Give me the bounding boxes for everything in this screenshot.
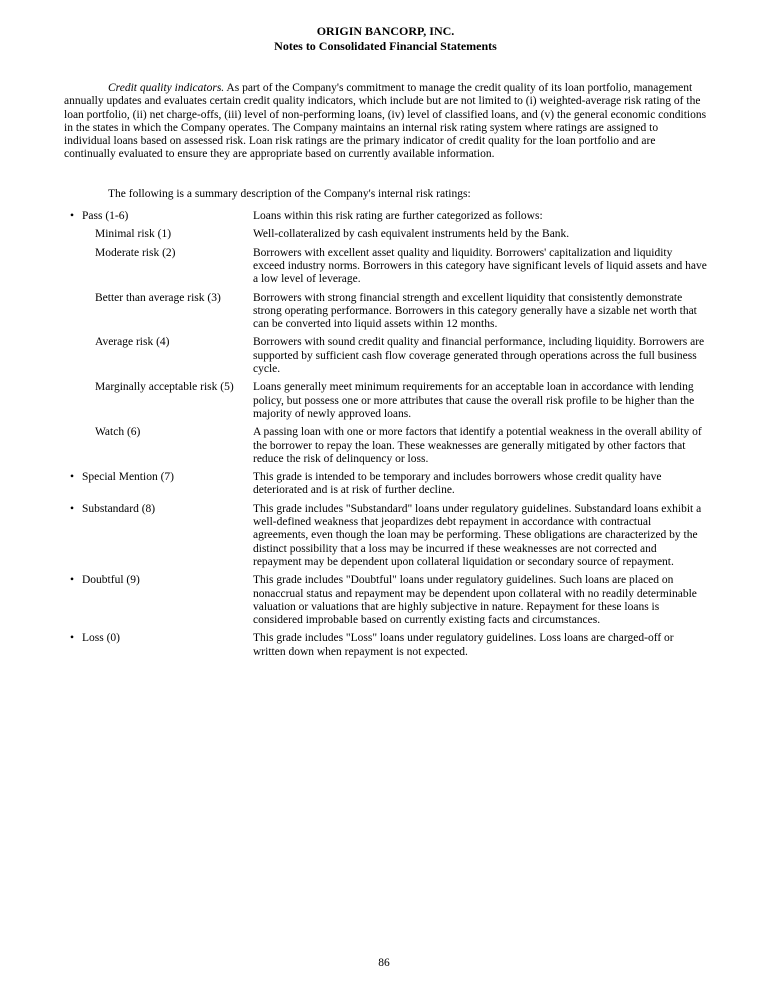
risk-ratings-list [64, 210, 707, 659]
rating-row-substandard [64, 503, 707, 569]
rating-description: This grade is intended to be temporary and includes borrowers whose credit quality have deteriorated and is at risk of further decline. [253, 471, 662, 497]
document-title: Notes to Consolidated Financial Statements [274, 39, 497, 53]
rating-label: • Pass (1-6) [64, 210, 253, 223]
company-name: ORIGIN BANCORP, INC. [316, 24, 455, 38]
rating-description: Borrowers with sound credit quality and financial performance, including liquidity. Borrowers are supported by sufficient cash flow coverage generated through operations across the full business cycle. [253, 336, 705, 376]
rating-row-average-risk [64, 336, 707, 376]
rating-row-marginally-acceptable-risk [64, 381, 707, 421]
rating-description: Loans generally meet minimum requirements for an acceptable loan in accordance with lending policy, but possess one or more attributes that cause the overall risk profile to be higher than the majority of newly approved loans. [253, 381, 695, 420]
rating-row-moderate-risk [64, 247, 707, 287]
rating-description: Borrowers with strong financial strength and excellent liquidity that consistently demonstrate strong operating performance. Borrowers in this category generally have a sizable net worth that can be converted into liquid assets within 12 months. [253, 291, 697, 331]
rating-label: Minimal risk (1) [95, 228, 172, 241]
intro-body: As part of the Company's commitment to manage the credit quality of its loan portfolio, management annually updates and evaluates certain credit quality indicators, which include but are not limited to (i) weighted-average risk rating of the loan portfolio, (ii) net charge-offs, (iii) level of non-performing loans, (iv) level of classified loans, and (v) the general economic conditions in the states in which the Company operates. The Company maintains an internal risk rating system where ratings are assigned to individual loans based on assessed risk. Loan risk ratings are the primary indicator of credit quality for the loan portfolio and are continually evaluated to ensure they are appropriate based on currently available information. [64, 82, 707, 161]
rating-description: This grade includes "Substandard" loans under regulatory guidelines. Substandard loans exhibit a well-defined weakness that jeopardizes debt repayment in accordance with contractual agreements, even though the loan may be performing. These obligations are characterized by the distinct possibility that a loss may be incurred if these weaknesses are not corrected and repayment may be dependent upon collateral liquidation or secondary source of repayment. [253, 502, 702, 568]
rating-description: Borrowers with excellent asset quality and liquidity. Borrowers' capitalization and liquidity exceed industry norms. Borrowers in this category have significant levels of liquid assets and have a low level of leverage. [253, 246, 707, 286]
rating-description: This grade includes "Loss" loans under regulatory guidelines. Loss loans are charged-off or written down when repayment is not expected. [253, 632, 674, 658]
rating-label: Moderate risk (2) [95, 246, 176, 259]
rating-label: Average risk (4) [95, 336, 170, 349]
rating-row-special-mention [64, 471, 707, 498]
rating-row-minimal-risk [64, 228, 707, 241]
rating-row-loss [64, 632, 707, 659]
rating-label: Better than average risk (3) [95, 291, 221, 304]
rating-row-better-than-average-risk [64, 292, 707, 332]
rating-label: • Doubtful (9) [64, 574, 253, 587]
rating-label: • Substandard (8) [64, 503, 253, 516]
summary-line: The following is a summary description of the Company's internal risk ratings: [108, 187, 471, 200]
intro-lead-italic: Credit quality indicators. [108, 82, 225, 94]
intro-paragraph [64, 82, 707, 162]
rating-label: • Special Mention (7) [64, 471, 253, 484]
document-header [64, 24, 707, 54]
page-number: 86 [378, 956, 390, 969]
rating-row-watch [64, 426, 707, 466]
rating-description: This grade includes "Doubtful" loans under regulatory guidelines. Such loans are placed on nonaccrual status and repayment may be dependent upon collateral with no readily determinable valuation or valuations that are highly subjective in nature. Repayment for these loans is considered improbable based on currently existing facts and circumstances. [253, 574, 697, 627]
rating-row-doubtful [64, 574, 707, 627]
rating-description: Loans within this risk rating are further categorized as follows: [253, 210, 543, 223]
rating-description: A passing loan with one or more factors that identify a potential weakness in the overall ability of the borrower to repay the loan. These weaknesses are generally mitigated by other factors that reduce the risk of delinquency or loss. [253, 426, 702, 465]
rating-label: Marginally acceptable risk (5) [95, 381, 234, 394]
rating-label: Watch (6) [95, 426, 141, 439]
rating-label: • Loss (0) [64, 632, 253, 645]
rating-description: Well-collateralized by cash equivalent instruments held by the Bank. [253, 228, 570, 241]
rating-row-pass [64, 210, 707, 223]
